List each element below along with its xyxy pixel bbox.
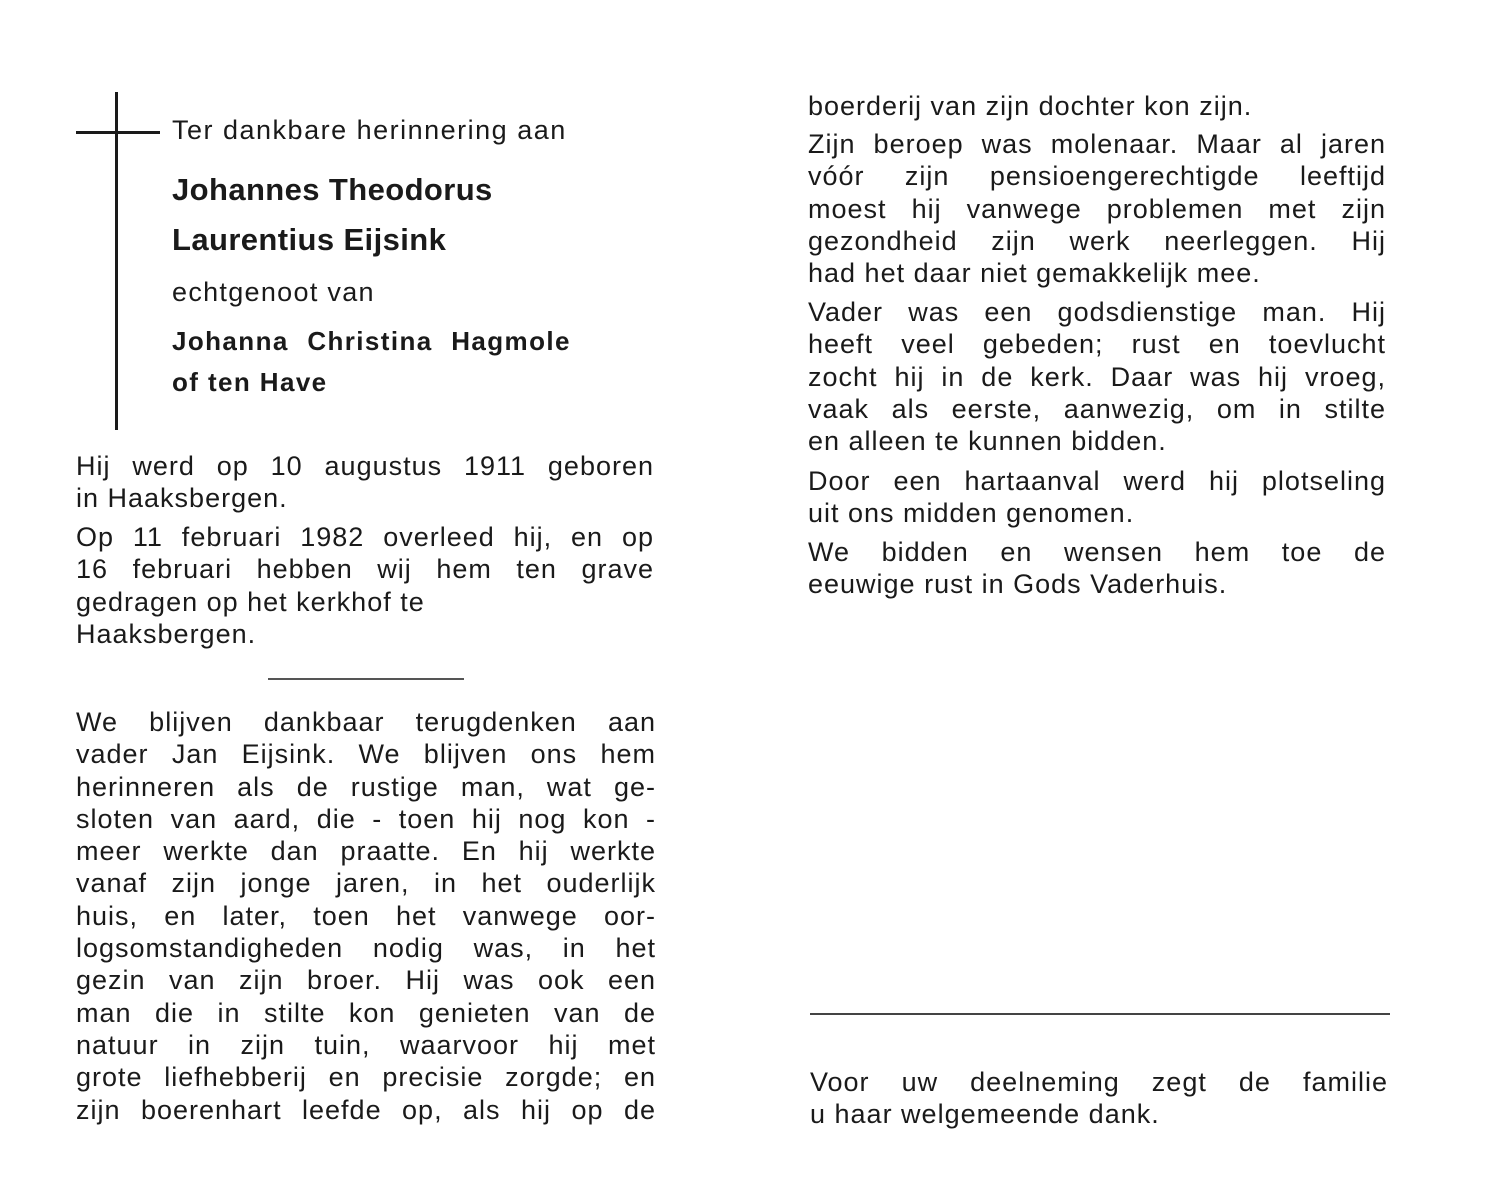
text-line: Op 11 februari 1982 overleed hij, en op — [76, 522, 654, 552]
text-line: en alleen te kunnen bidden. — [808, 426, 1167, 457]
text-line: zocht hij in de kerk. Daar was hij vroeg, — [808, 361, 1386, 392]
faith-paragraph — [808, 296, 1386, 457]
text-line: Hij werd op 10 augustus 1911 geboren — [76, 451, 654, 481]
text-line: vader Jan Eijsink. We blijven ons hem — [76, 739, 656, 770]
text-line: vóór zijn pensioengerechtigde leeftijd — [808, 161, 1386, 192]
text-line: huis, en later, toen het vanwege oor- — [76, 900, 656, 931]
text-line: vaak als eerste, aanwezig, om in stilte — [808, 393, 1386, 424]
text-line: gedragen op het kerkhof te — [76, 586, 425, 617]
text-line: boerderij van zijn dochter kon zijn. — [808, 91, 1253, 121]
spouse-label: echtgenoot van — [172, 277, 375, 307]
text-line: Door een hartaanval werd hij plotseling — [808, 466, 1386, 496]
thanks-paragraph — [810, 1066, 1388, 1131]
text-line: grote liefhebberij en precisie zorgde; en — [76, 1062, 656, 1093]
memory-paragraph — [76, 706, 656, 1126]
text-line: had het daar niet gemakkelijk mee. — [808, 258, 1261, 289]
text-line: sloten van aard, die - toen hij nog kon - — [76, 803, 656, 834]
death-paragraph — [76, 521, 654, 650]
text-line: zijn boerenhart leefde op, als hij op de — [76, 1094, 656, 1125]
section-divider — [810, 1013, 1390, 1015]
intro-text: Ter dankbare herinnering aan — [172, 115, 567, 145]
spouse-name-line2: of ten Have — [172, 367, 328, 397]
text-line: logsomstandigheden nodig was, in het — [76, 933, 656, 964]
text-line: herinneren als de rustige man, wat ge- — [76, 771, 656, 802]
heart-attack-paragraph — [808, 465, 1386, 530]
birth-paragraph — [76, 450, 654, 515]
cross-horizontal — [76, 131, 160, 134]
text-line: meer werkte dan praatte. En hij werkte — [76, 836, 656, 867]
text-line: Vader was een godsdienstige man. Hij — [808, 297, 1386, 327]
text-line: in Haaksbergen. — [76, 483, 288, 514]
text-line: Haaksbergen. — [76, 618, 257, 649]
text-line: uit ons midden genomen. — [808, 498, 1135, 529]
text-line: We bidden en wensen hem toe de — [808, 537, 1386, 567]
continuation-paragraph — [808, 90, 1386, 122]
text-line: We blijven dankbaar terugdenken aan — [76, 707, 656, 737]
section-divider — [268, 678, 464, 680]
text-line: natuur in zijn tuin, waarvoor hij met — [76, 1029, 656, 1060]
text-line: gezin van zijn broer. Hij was ook een — [76, 965, 656, 996]
deceased-name-line1: Johannes Theodorus — [172, 172, 493, 207]
text-line: eeuwige rust in Gods Vaderhuis. — [808, 569, 1228, 600]
cross-vertical — [115, 92, 118, 430]
text-line: 16 februari hebben wij hem ten grave — [76, 554, 654, 585]
text-line: vanaf zijn jonge jaren, in het ouderlijk — [76, 868, 656, 899]
text-line: Zijn beroep was molenaar. Maar al jaren — [808, 129, 1386, 159]
profession-paragraph — [808, 128, 1386, 289]
text-line: man die in stilte kon genieten van de — [76, 997, 656, 1028]
text-line: moest hij vanwege problemen met zijn — [808, 193, 1386, 224]
deceased-name-line2: Laurentius Eijsink — [172, 222, 447, 257]
text-line: u haar welgemeende dank. — [810, 1099, 1160, 1130]
spouse-name-line1: Johanna Christina Hagmole — [172, 326, 571, 356]
text-line: heeft veel gebeden; rust en toevlucht — [808, 329, 1386, 360]
text-line: gezondheid zijn werk neerleggen. Hij — [808, 225, 1386, 256]
text-line: Voor uw deelneming zegt de familie — [810, 1067, 1388, 1097]
prayer-paragraph — [808, 536, 1386, 601]
